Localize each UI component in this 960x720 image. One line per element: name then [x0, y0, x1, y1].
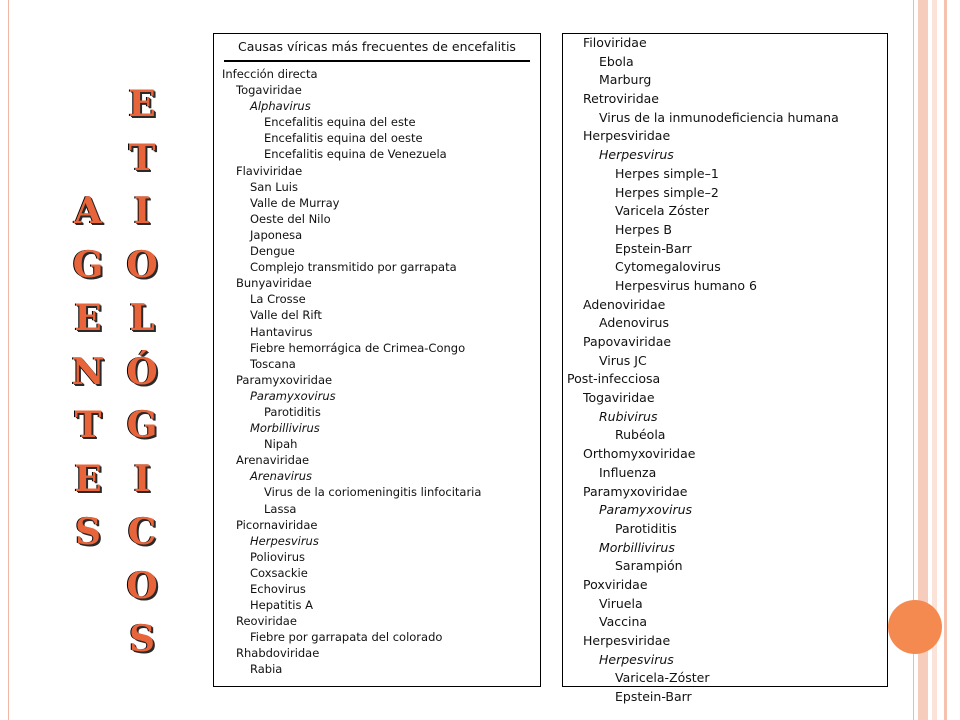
title-letter: Ó — [126, 350, 158, 393]
side-stripe-thin — [944, 0, 947, 720]
virus-row: Herpesvirus — [250, 533, 319, 548]
virus-row: Echovirus — [250, 582, 306, 596]
virus-row: Virus JC — [599, 352, 647, 368]
family-row: Picornaviridae — [236, 517, 318, 532]
family-row: Togaviridae — [583, 390, 655, 406]
virus-table-left — [213, 33, 541, 687]
virus-row: Japonesa — [250, 227, 303, 242]
family-row: Togaviridae — [236, 83, 302, 98]
virus-row: Herpes B — [615, 221, 672, 237]
family-row: Herpesviridae — [583, 128, 671, 144]
virus-row: Herpesvirus — [599, 651, 674, 667]
virus-row: Valle de Murray — [250, 195, 340, 210]
family-row: Herpesviridae — [583, 633, 671, 648]
virus-row: Sarampión — [615, 558, 683, 574]
title-letter: I — [133, 457, 151, 500]
virus-row: Coxsackie — [250, 565, 308, 580]
virus-row: La Crosse — [250, 292, 306, 307]
virus-row: Viruela — [599, 595, 643, 611]
virus-row: Encefalitis equina de Venezuela — [264, 147, 447, 162]
family-row: Paramyxoviridae — [583, 483, 688, 499]
title-letter: O — [126, 564, 158, 607]
title-letter: L — [129, 297, 155, 339]
virus-row: Rubivirus — [599, 408, 658, 424]
title-letter: G — [72, 243, 104, 286]
title-letter: S — [75, 511, 101, 553]
virus-row: Dengue — [250, 244, 295, 259]
family-row: Paramyxoviridae — [236, 372, 333, 387]
title-letter: A — [74, 190, 102, 232]
title-letter: G — [126, 404, 158, 446]
virus-row: Parotiditis — [264, 404, 321, 419]
family-row: Retroviridae — [583, 91, 659, 107]
section-heading: Post-infecciosa — [567, 371, 661, 387]
title-letter: E — [74, 457, 102, 500]
virus-row: Complejo transmitido por garrapata — [250, 260, 457, 275]
title-letter: E — [74, 297, 102, 339]
accent-circle — [888, 600, 942, 654]
virus-row: Nipah — [264, 437, 298, 452]
virus-row: San Luis — [250, 179, 298, 194]
section-heading: Infección directa — [222, 67, 318, 81]
title-letter: I — [133, 190, 151, 232]
virus-row: Rabia — [250, 662, 283, 677]
virus-row: Lassa — [264, 501, 297, 516]
virus-row: Herpes simple–1 — [615, 165, 719, 181]
virus-row: Parotiditis — [615, 520, 677, 536]
virus-row: Oeste del Nilo — [250, 211, 331, 226]
virus-row: Arenavirus — [250, 469, 313, 484]
virus-row: Virus de la coriomeningitis linfocitaria — [264, 485, 482, 500]
virus-row: Virus de la inmunodeficiencia humana — [599, 109, 839, 125]
virus-row: Valle del Rift — [250, 308, 322, 323]
virus-row: Fiebre hemorrágica de Crimea-Congo — [250, 340, 466, 355]
virus-row: Rubéola — [615, 427, 666, 443]
virus-row: Herpesvirus — [599, 147, 674, 163]
virus-row: Herpes simple–2 — [615, 184, 719, 200]
title-letter: C — [127, 511, 157, 553]
family-row: Flaviviridae — [236, 163, 303, 178]
virus-row: Cytomegalovirus — [615, 259, 721, 275]
family-row: Orthomyxoviridae — [583, 446, 696, 462]
virus-row: Paramyxovirus — [599, 502, 693, 518]
virus-row: Encefalitis equina del oeste — [264, 131, 423, 146]
title-letter: N — [71, 350, 105, 393]
virus-row: Paramyxovirus — [250, 388, 336, 403]
family-row: Adenoviridae — [583, 296, 666, 312]
virus-row: Poliovirus — [250, 549, 305, 564]
virus-row: Adenovirus — [599, 315, 669, 331]
virus-row: Encefalitis equina del este — [264, 115, 416, 130]
virus-row: Herpesvirus humano 6 — [615, 277, 757, 293]
title-letter: T — [74, 404, 102, 446]
virus-row: Epstein-Barr — [615, 240, 692, 256]
virus-row: Morbillivirus — [250, 421, 320, 436]
family-row: Filoviridae — [583, 35, 647, 50]
vertical-title-etiologicos — [122, 78, 162, 667]
virus-row: Fiebre por garrapata del colorado — [250, 630, 443, 645]
family-row: Poxviridae — [583, 576, 648, 592]
virus-row: Vaccina — [599, 614, 648, 630]
title-letter: S — [129, 618, 155, 660]
virus-table-right — [562, 33, 888, 705]
virus-row: Toscana — [250, 356, 296, 371]
virus-row: Alphavirus — [250, 99, 311, 114]
title-letter: E — [128, 83, 156, 125]
virus-row: Hantavirus — [250, 324, 313, 339]
vertical-title-agentes — [68, 185, 108, 560]
virus-row: Hepatitis A — [250, 598, 313, 613]
table-title: Causas víricas más frecuentes de encefalitis — [224, 39, 530, 62]
table-rows — [214, 62, 540, 678]
virus-row: Morbillivirus — [599, 539, 675, 555]
virus-row: Varicela Zóster — [615, 203, 709, 219]
virus-row: Marburg — [599, 72, 652, 88]
title-letter: T — [128, 136, 156, 179]
virus-row: Varicela-Zóster — [615, 670, 710, 686]
family-row: Reoviridae — [236, 614, 297, 629]
virus-row: Ebola — [599, 53, 634, 69]
virus-row: Influenza — [599, 464, 657, 480]
family-row: Arenaviridae — [236, 453, 310, 468]
title-letter: O — [126, 243, 158, 286]
table-rows — [563, 34, 887, 707]
family-row: Rhabdoviridae — [236, 646, 320, 661]
virus-row: Epstein-Barr — [615, 689, 692, 705]
family-row: Papovaviridae — [583, 334, 672, 349]
family-row: Bunyaviridae — [236, 276, 312, 291]
